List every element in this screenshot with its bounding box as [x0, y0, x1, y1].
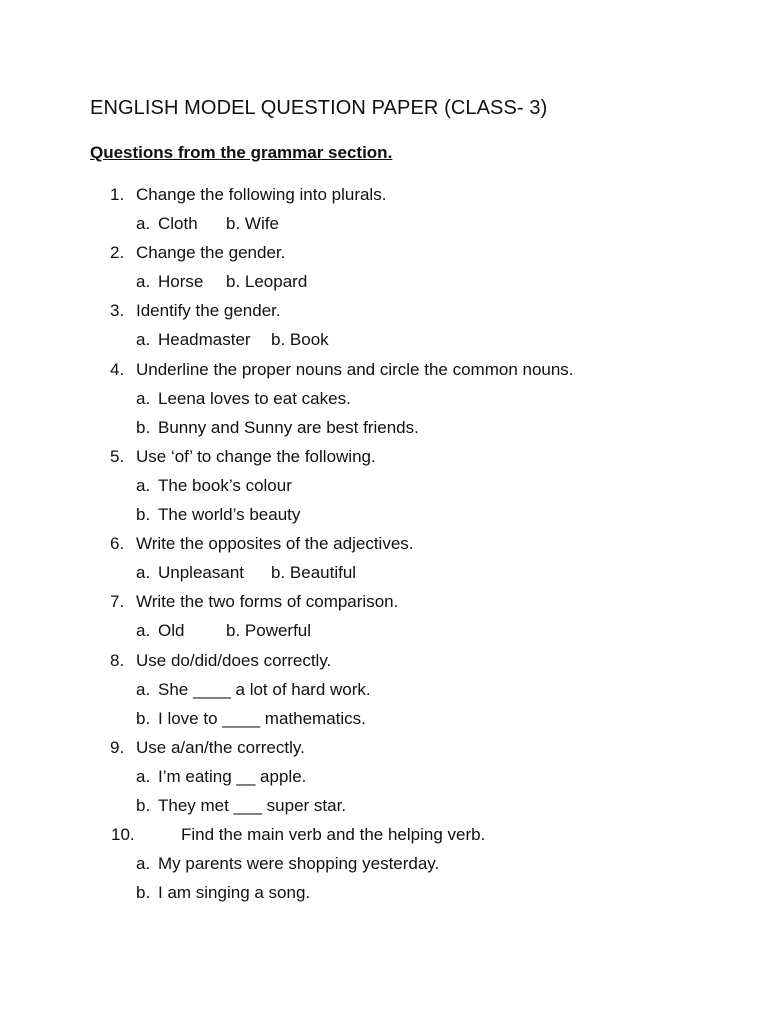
option-marker: a. [136, 563, 151, 583]
option-a-text: Old [158, 621, 185, 641]
option-marker: b. [136, 708, 151, 728]
question-4-option-b [0, 413, 768, 442]
question-5-option-a [0, 471, 768, 500]
question-10-option-a [0, 849, 768, 878]
option-text: I’m eating __ apple. [158, 766, 307, 786]
question-text: Write the two forms of comparison. [136, 592, 399, 612]
question-number: 4. [110, 359, 125, 379]
paper-title: ENGLISH MODEL QUESTION PAPER (CLASS- 3) [90, 97, 548, 119]
option-text: They met ___ super star. [158, 795, 347, 815]
option-marker: a. [136, 388, 151, 408]
option-a-text: Unpleasant [158, 563, 245, 583]
question-4 [0, 355, 768, 384]
question-number: 2. [110, 243, 125, 263]
question-8-option-a [0, 675, 768, 704]
question-2-options [0, 267, 768, 296]
option-marker: b. [136, 795, 151, 815]
question-1-options [0, 209, 768, 238]
question-2 [0, 238, 768, 267]
question-8 [0, 646, 768, 675]
question-9-option-b [0, 791, 768, 820]
question-text: Change the following into plurals. [136, 185, 387, 204]
question-7 [0, 587, 768, 616]
option-text: Bunny and Sunny are best friends. [158, 417, 419, 437]
option-text: I love to ____ mathematics. [158, 708, 366, 728]
option-a-text: Headmaster [158, 330, 251, 350]
question-10 [0, 820, 768, 849]
question-number: 3. [110, 301, 125, 321]
question-number: 6. [110, 534, 125, 554]
option-marker: a. [136, 272, 151, 292]
option-b-text: b. Wife [226, 214, 279, 234]
question-9 [0, 733, 768, 762]
option-text: She ____ a lot of hard work. [158, 679, 371, 699]
option-text: The book’s colour [158, 475, 292, 495]
question-8-option-b [0, 704, 768, 733]
question-10-option-b [0, 878, 768, 907]
option-b-text: b. Beautiful [271, 563, 357, 583]
option-marker: a. [136, 679, 151, 699]
option-marker: b. [136, 883, 151, 903]
option-marker: a. [136, 854, 151, 874]
question-3-options [0, 325, 768, 354]
question-number: 8. [110, 650, 125, 670]
question-list [0, 180, 768, 907]
option-b-text: b. Powerful [226, 621, 312, 641]
question-4-option-a [0, 384, 768, 413]
option-a-text: Horse [158, 272, 204, 292]
question-number: 9. [110, 737, 125, 757]
question-6-options [0, 558, 768, 587]
question-text: Identify the gender. [136, 301, 281, 321]
question-text: Underline the proper nouns and circle the common nouns. [136, 359, 574, 379]
option-a-text: Cloth [158, 214, 198, 234]
question-5 [0, 442, 768, 471]
option-b-text: b. Leopard [226, 272, 308, 292]
question-text: Use do/did/does correctly. [136, 650, 332, 670]
question-3 [0, 296, 768, 325]
option-marker: a. [136, 766, 151, 786]
section-heading: Questions from the grammar section. [90, 143, 393, 162]
question-6 [0, 529, 768, 558]
question-number: 1. [110, 185, 125, 204]
question-7-options [0, 616, 768, 645]
option-text: I am singing a song. [158, 883, 311, 903]
option-marker: a. [136, 621, 151, 641]
option-text: Leena loves to eat cakes. [158, 388, 351, 408]
question-1 [0, 180, 768, 209]
option-b-text: b. Book [271, 330, 329, 350]
option-marker: a. [136, 475, 151, 495]
question-text: Find the main verb and the helping verb. [181, 825, 486, 845]
option-marker: b. [136, 417, 151, 437]
question-text: Change the gender. [136, 243, 286, 263]
question-9-option-a [0, 762, 768, 791]
question-text: Use ‘of’ to change the following. [136, 446, 376, 466]
question-text: Use a/an/the correctly. [136, 737, 305, 757]
question-number: 7. [110, 592, 125, 612]
option-marker: a. [136, 330, 151, 350]
question-5-option-b [0, 500, 768, 529]
option-marker: a. [136, 214, 151, 234]
question-text: Write the opposites of the adjectives. [136, 534, 414, 554]
option-text: My parents were shopping yesterday. [158, 854, 440, 874]
option-text: The world’s beauty [158, 505, 301, 525]
question-number: 5. [110, 446, 125, 466]
option-marker: b. [136, 505, 151, 525]
question-number: 10. [111, 825, 135, 845]
